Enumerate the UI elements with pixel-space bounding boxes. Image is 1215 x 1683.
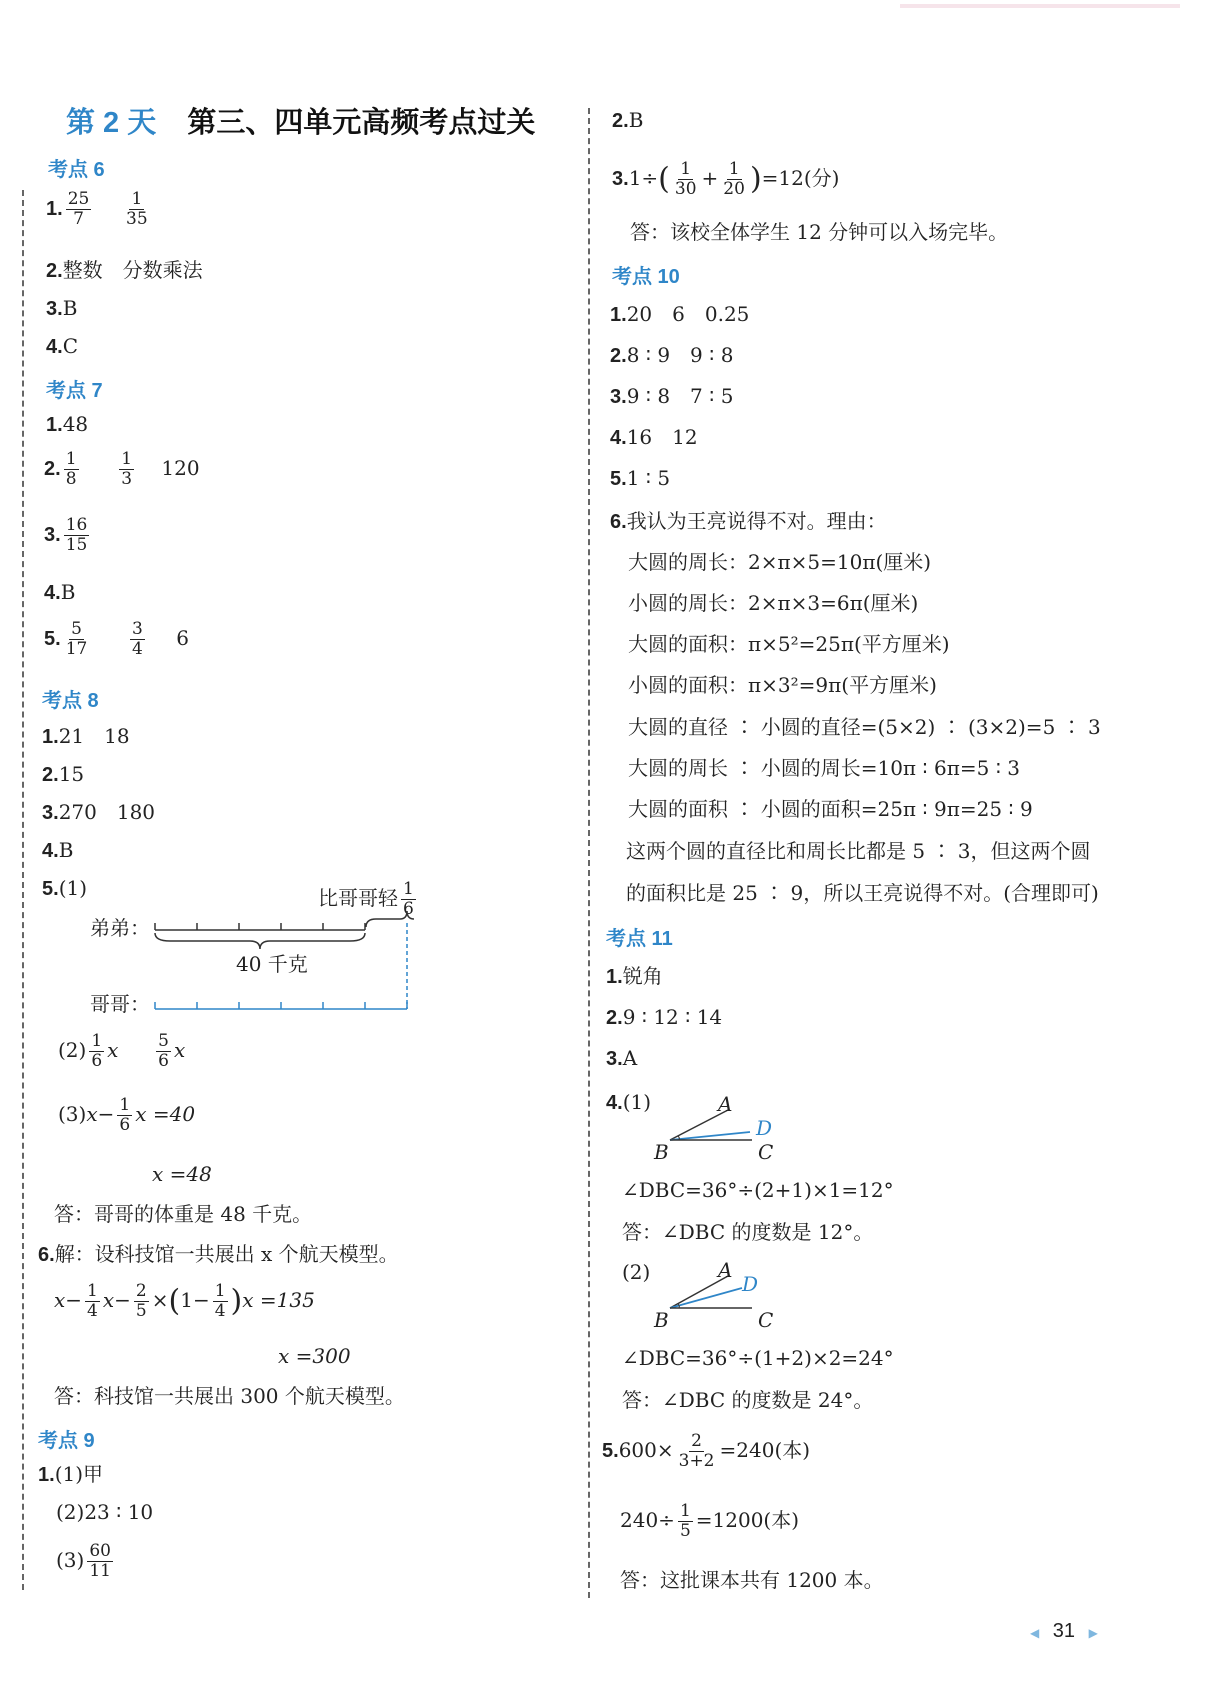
fig2-label-b: B: [654, 1308, 669, 1332]
page-number: 31: [1052, 1620, 1076, 1642]
fig1-label-c: C: [758, 1140, 774, 1164]
kp10-line-2: 小圆的周长：2×π×3=6π(厘米): [628, 591, 919, 615]
kp11-q4-eq1: ∠DBC=36°÷(2+1)×1=12°: [622, 1178, 894, 1202]
fraction: $\frac{1}{3}$: [121, 449, 133, 489]
kp10-line-3: 大圆的面积：π×5²=25π(平方厘米): [628, 632, 950, 656]
kp6-heading: 考点 6: [48, 159, 105, 181]
diagram-gege-label: 哥哥：: [90, 992, 150, 1016]
prev-page-icon[interactable]: ◀: [1030, 1626, 1040, 1640]
kp9-q3-answer: 答：该校全体学生 12 分钟可以入场完毕。: [630, 220, 1009, 244]
kp11-q3: 3.A: [606, 1046, 638, 1070]
diagram-didi-label: 弟弟：: [90, 916, 150, 940]
kp11-heading: 考点 11: [606, 928, 673, 950]
unit-title: 第三、四单元高频考点过关: [187, 107, 536, 139]
fraction: $\frac{5}{6}$: [158, 1031, 169, 1071]
kp11-q4: 4.(1): [606, 1090, 652, 1114]
kp9-q1-part3: (3) $\frac{60}{11}$: [56, 1541, 111, 1581]
fig2-label-d: D: [742, 1272, 759, 1296]
kp8-q4: 4.B: [42, 838, 74, 862]
kp7-q2: 2. $\frac{1}{8}$ $\frac{1}{3}$ 120: [44, 449, 200, 489]
kp9-q2: 2.B: [612, 108, 644, 132]
kp8-heading: 考点 8: [42, 690, 99, 712]
kp10-q4: 4.16 12: [610, 425, 698, 449]
kp10-line-1: 大圆的周长：2×π×5=10π(厘米): [628, 550, 932, 574]
fraction: $\frac{1}{6}$: [403, 879, 414, 919]
kp8-q3: 3.270 180: [42, 800, 156, 824]
top-strip: [900, 4, 1180, 8]
kp9-heading: 考点 9: [38, 1430, 95, 1452]
kp10-q6: 6.我认为王亮说得不对。理由：: [610, 509, 887, 533]
fig2-label-a: A: [718, 1258, 733, 1282]
fig1-label-a: A: [718, 1092, 733, 1116]
fraction: $\frac{16}{15}$: [65, 515, 88, 555]
kp8-q6-equation: x− $\frac{1}{4}$ x− $\frac{2}{5}$ ×(1− $\frac{1}{4}$ )x =135: [54, 1281, 315, 1321]
kp10-line-8: 这两个圆的直径比和周长比都是 5 ∶ 3，但这两个圆: [626, 839, 1091, 863]
kp10-line-4: 小圆的面积：π×3²=9π(平方厘米): [628, 673, 937, 697]
kp10-q1: 1.20 6 0.25: [610, 302, 750, 326]
page-title: [66, 100, 535, 141]
kp7-q5: 5. $\frac{5}{17}$ $\frac{3}{4}$ 6: [44, 619, 189, 659]
fraction: $\frac{1}{20}$: [723, 159, 745, 199]
kp6-q3: 3.B: [46, 296, 78, 320]
kp11-q5: 5.600× $\frac{2}{3+2}$ =240(本): [602, 1431, 811, 1471]
kp6-q2: 2.整数 分数乘法: [46, 258, 203, 282]
kp8-q2: 2.15: [42, 762, 85, 786]
fraction: $\frac{60}{11}$: [89, 1541, 111, 1581]
fig1-label-b: B: [654, 1140, 669, 1164]
fraction: $\frac{1}{30}$: [674, 159, 697, 199]
kp10-line-6: 大圆的周长 ∶ 小圆的周长=10π ∶ 6π=5 ∶ 3: [628, 756, 1020, 780]
kp7-q3: 3. $\frac{16}{15}$: [44, 515, 88, 555]
fraction: $\frac{1}{5}$: [679, 1501, 691, 1541]
kp8-q5-result: x =48: [152, 1162, 212, 1186]
kp7-heading: 考点 7: [46, 380, 103, 402]
kp10-q5: 5.1 ∶ 5: [610, 466, 671, 490]
fraction: $\frac{3}{4}$: [132, 619, 143, 659]
fraction: $\frac{5}{17}$: [65, 619, 88, 659]
fraction: $\frac{1}{8}$: [65, 449, 77, 489]
kp10-line-5: 大圆的直径 ∶ 小圆的直径=(5×2) ∶ (3×2)=5 ∶ 3: [628, 715, 1101, 739]
kp11-q4-ans1: 答：∠DBC 的度数是 12°。: [622, 1220, 874, 1244]
kp8-q5-answer: 答：哥哥的体重是 48 千克。: [54, 1202, 313, 1226]
fraction: $\frac{1}{6}$: [91, 1031, 103, 1071]
kp10-heading: 考点 10: [612, 266, 680, 288]
day-label: 第 2 天: [66, 107, 157, 139]
didi-segment: [155, 911, 414, 949]
kp11-q1: 1.锐角: [606, 964, 663, 988]
kp11-q5-line2: 240÷ $\frac{1}{5}$ =1200(本): [620, 1501, 800, 1541]
kp11-q4-eq2: ∠DBC=36°÷(1+2)×2=24°: [622, 1346, 894, 1370]
fraction: $\frac{2}{5}$: [135, 1281, 147, 1321]
kp8-q5-part3: (3)x− $\frac{1}{6}$ x =40: [58, 1095, 196, 1135]
kp6-q1: 1. $\frac{25}{7}$ $\frac{1}{35}$: [46, 189, 148, 229]
kp11-q2: 2.9 ∶ 12 ∶ 14: [606, 1005, 723, 1029]
kp8-q1: 1.21 18: [42, 724, 130, 748]
diagram-weight-label: 40 千克: [236, 952, 308, 976]
column-divider: [588, 108, 590, 1598]
fraction: $\frac{25}{7}$: [67, 189, 90, 229]
kp9-q1-part2: (2)23 ∶ 10: [56, 1500, 154, 1524]
fraction: $\frac{1}{4}$: [214, 1281, 226, 1321]
fraction: $\frac{1}{35}$: [126, 189, 148, 229]
kp8-q6-answer: 答：科技馆一共展出 300 个航天模型。: [54, 1384, 405, 1408]
gege-segment: [155, 1002, 407, 1009]
fig2-label-c: C: [758, 1308, 774, 1332]
kp10-line-9: 的面积比是 25 ∶ 9，所以王亮说得不对。(合理即可): [626, 881, 1099, 905]
kp10-line-7: 大圆的面积 ∶ 小圆的面积=25π ∶ 9π=25 ∶ 9: [628, 797, 1033, 821]
kp8-q5-part2: (2) $\frac{1}{6}$ x $\frac{5}{6}$ x: [58, 1031, 186, 1071]
kp8-q5: 5.(1): [42, 876, 88, 900]
next-page-icon[interactable]: ▶: [1088, 1626, 1098, 1640]
kp6-q4: 4.C: [46, 334, 78, 358]
kp10-q3: 3.9 ∶ 8 7 ∶ 5: [610, 384, 734, 408]
kp8-q6: 6.解：设科技馆一共展出 x 个航天模型。: [38, 1242, 399, 1266]
kp7-q1: 1.48: [46, 412, 89, 436]
kp11-q4-ans2: 答：∠DBC 的度数是 24°。: [622, 1388, 874, 1412]
kp10-q2: 2.8 ∶ 9 9 ∶ 8: [610, 343, 734, 367]
fraction: $\frac{1}{6}$: [119, 1095, 131, 1135]
kp9-q3: 3.1÷( $\frac{1}{30}$ + $\frac{1}{20}$ )=12(分): [612, 159, 840, 199]
fraction: $\frac{2}{3+2}$: [678, 1431, 715, 1471]
left-margin-line: [22, 190, 24, 1590]
fig1-label-d: D: [756, 1116, 773, 1140]
kp7-q4: 4.B: [44, 580, 76, 604]
page-navigation: [1030, 1620, 1098, 1643]
kp9-q1: 1.(1)甲: [38, 1462, 104, 1486]
kp11-q4-part2: (2): [622, 1260, 651, 1284]
line-segment-diagram: [150, 905, 420, 1015]
kp8-q6-result: x =300: [278, 1344, 351, 1368]
diagram-lighter-label: 比哥哥轻 $\frac{1}{6}$: [318, 879, 414, 919]
fraction: $\frac{1}{4}$: [87, 1281, 98, 1321]
kp11-q5-answer: 答：这批课本共有 1200 本。: [620, 1568, 884, 1592]
